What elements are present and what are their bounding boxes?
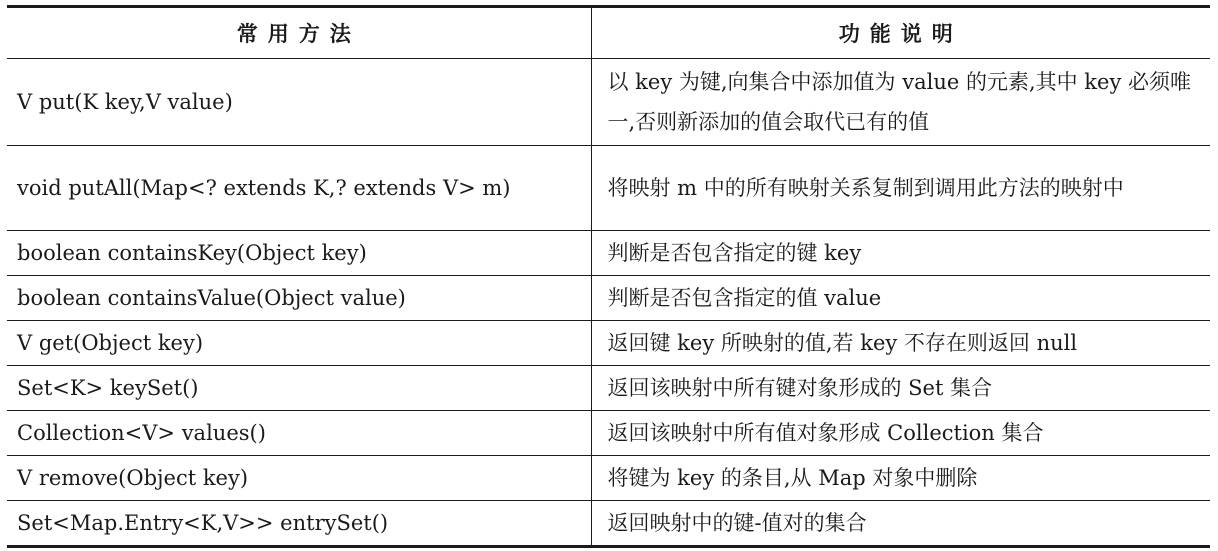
method-cell: V remove(Object key)	[17, 466, 249, 490]
description-cell: 返回键 key 所映射的值,若 key 不存在则返回 null	[591, 321, 1210, 366]
description-cell: 将映射 m 中的所有映射关系复制到调用此方法的映射中	[591, 146, 1210, 231]
method-cell: Set<Map.Entry<K,V>> entrySet()	[17, 511, 389, 535]
table-row	[7, 366, 1210, 411]
description-cell: 以 key 为键,向集合中添加值为 value 的元素,其中 key 必须唯一,否则新添加的值会取代已有的值	[591, 59, 1210, 146]
table-row	[7, 501, 1210, 547]
table-row	[7, 276, 1210, 321]
method-cell: Set<K> keySet()	[17, 376, 199, 400]
table-row	[7, 456, 1210, 501]
header-common-methods: 常用方法	[236, 22, 361, 46]
table-row	[7, 59, 1210, 146]
method-cell: void putAll(Map<? extends K,? extends V> m)	[17, 176, 511, 200]
description-cell: 返回该映射中所有值对象形成 Collection 集合	[591, 411, 1210, 456]
table-row	[7, 411, 1210, 456]
table-row	[7, 231, 1210, 276]
table-header-row	[7, 7, 1210, 59]
map-methods-table	[7, 5, 1210, 548]
method-cell: V get(Object key)	[17, 331, 204, 355]
table-row	[7, 146, 1210, 231]
header-function-description: 功能说明	[591, 7, 1210, 59]
table-row	[7, 321, 1210, 366]
description-cell: 判断是否包含指定的值 value	[591, 276, 1210, 321]
description-cell: 返回该映射中所有键对象形成的 Set 集合	[591, 366, 1210, 411]
method-cell: boolean containsValue(Object value)	[17, 286, 406, 310]
description-cell: 判断是否包含指定的键 key	[591, 231, 1210, 276]
method-cell: boolean containsKey(Object key)	[17, 241, 367, 265]
method-cell: V put(K key,V value)	[17, 90, 233, 114]
method-cell: Collection<V> values()	[17, 421, 266, 445]
description-cell: 将键为 key 的条目,从 Map 对象中删除	[591, 456, 1210, 501]
methods-table-container	[7, 5, 1210, 548]
description-cell: 返回映射中的键-值对的集合	[591, 501, 1210, 547]
